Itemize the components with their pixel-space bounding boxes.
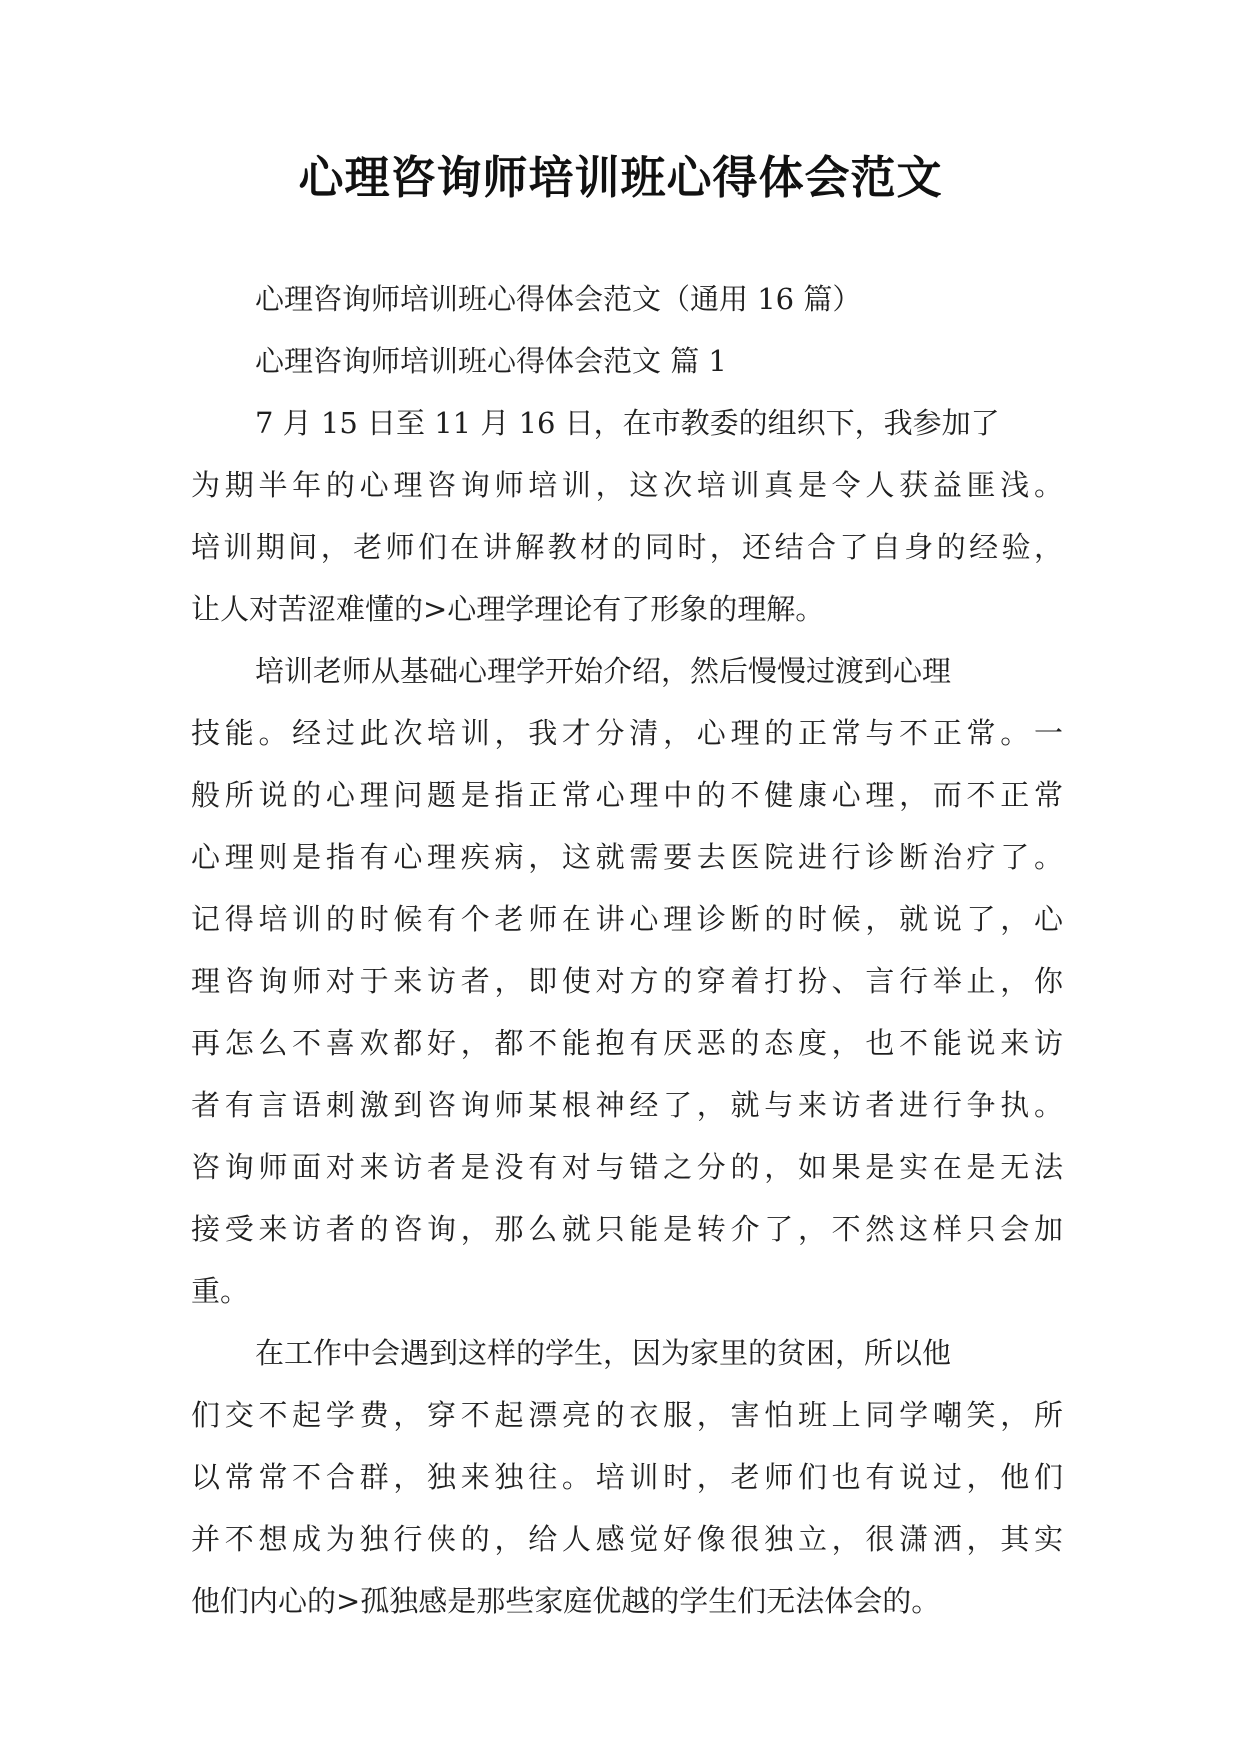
paragraph-line: 他们内心的>孤独感是那些家庭优越的学生们无法体会的。 [191, 1584, 941, 1618]
paragraph-1 [191, 392, 1063, 640]
paragraph-line: 在工作中会遇到这样的学生，因为家里的贫困，所以他 [255, 1336, 952, 1370]
paragraph-line: 记得培训的时候有个老师在讲心理诊断的时候，就说了，心 [191, 902, 1063, 936]
paragraph-line: 理咨询师对于来访者，即使对方的穿着打扮、言行举止，你 [191, 964, 1063, 998]
paragraph-line: 们交不起学费，穿不起漂亮的衣服，害怕班上同学嘲笑，所 [191, 1398, 1063, 1432]
paragraph-line: 7 月 15 日至 11 月 16 日，在市教委的组织下，我参加了 [255, 406, 1000, 440]
paragraph-line: 让人对苦涩难懂的>心理学理论有了形象的理解。 [191, 592, 825, 626]
paragraph-line: 心理则是指有心理疾病，这就需要去医院进行诊断治疗了。 [191, 840, 1063, 874]
subtitle-line: 心理咨询师培训班心得体会范文（通用 16 篇） [255, 282, 862, 316]
paragraph-2 [191, 640, 1063, 1322]
paragraph-line: 培训期间，老师们在讲解教材的同时，还结合了自身的经验， [191, 530, 1063, 564]
paragraph-line: 再怎么不喜欢都好，都不能抱有厌恶的态度，也不能说来访 [191, 1026, 1063, 1060]
section-heading: 心理咨询师培训班心得体会范文 篇 1 [255, 344, 727, 378]
paragraph-line: 培训老师从基础心理学开始介绍，然后慢慢过渡到心理 [255, 654, 952, 688]
paragraph-line: 以常常不合群，独来独往。培训时，老师们也有说过，他们 [191, 1460, 1063, 1494]
paragraph-line: 般所说的心理问题是指正常心理中的不健康心理，而不正常 [191, 778, 1063, 812]
paragraph-line: 并不想成为独行侠的，给人感觉好像很独立，很潇洒，其实 [191, 1522, 1063, 1556]
paragraph-line: 为期半年的心理咨询师培训，这次培训真是令人获益匪浅。 [191, 468, 1063, 502]
document-body [191, 268, 1063, 1632]
document-title: 心理咨询师培训班心得体会范文 [298, 151, 943, 204]
paragraph-line: 接受来访者的咨询，那么就只能是转介了，不然这样只会加 [191, 1212, 1063, 1246]
paragraph-line: 咨询师面对来访者是没有对与错之分的，如果是实在是无法 [191, 1150, 1063, 1184]
paragraph-3 [191, 1322, 1063, 1632]
paragraph-line: 技能。经过此次培训，我才分清，心理的正常与不正常。一 [191, 716, 1063, 750]
paragraph-line: 者有言语刺激到咨询师某根神经了，就与来访者进行争执。 [191, 1088, 1063, 1122]
paragraph-line: 重。 [191, 1274, 250, 1308]
